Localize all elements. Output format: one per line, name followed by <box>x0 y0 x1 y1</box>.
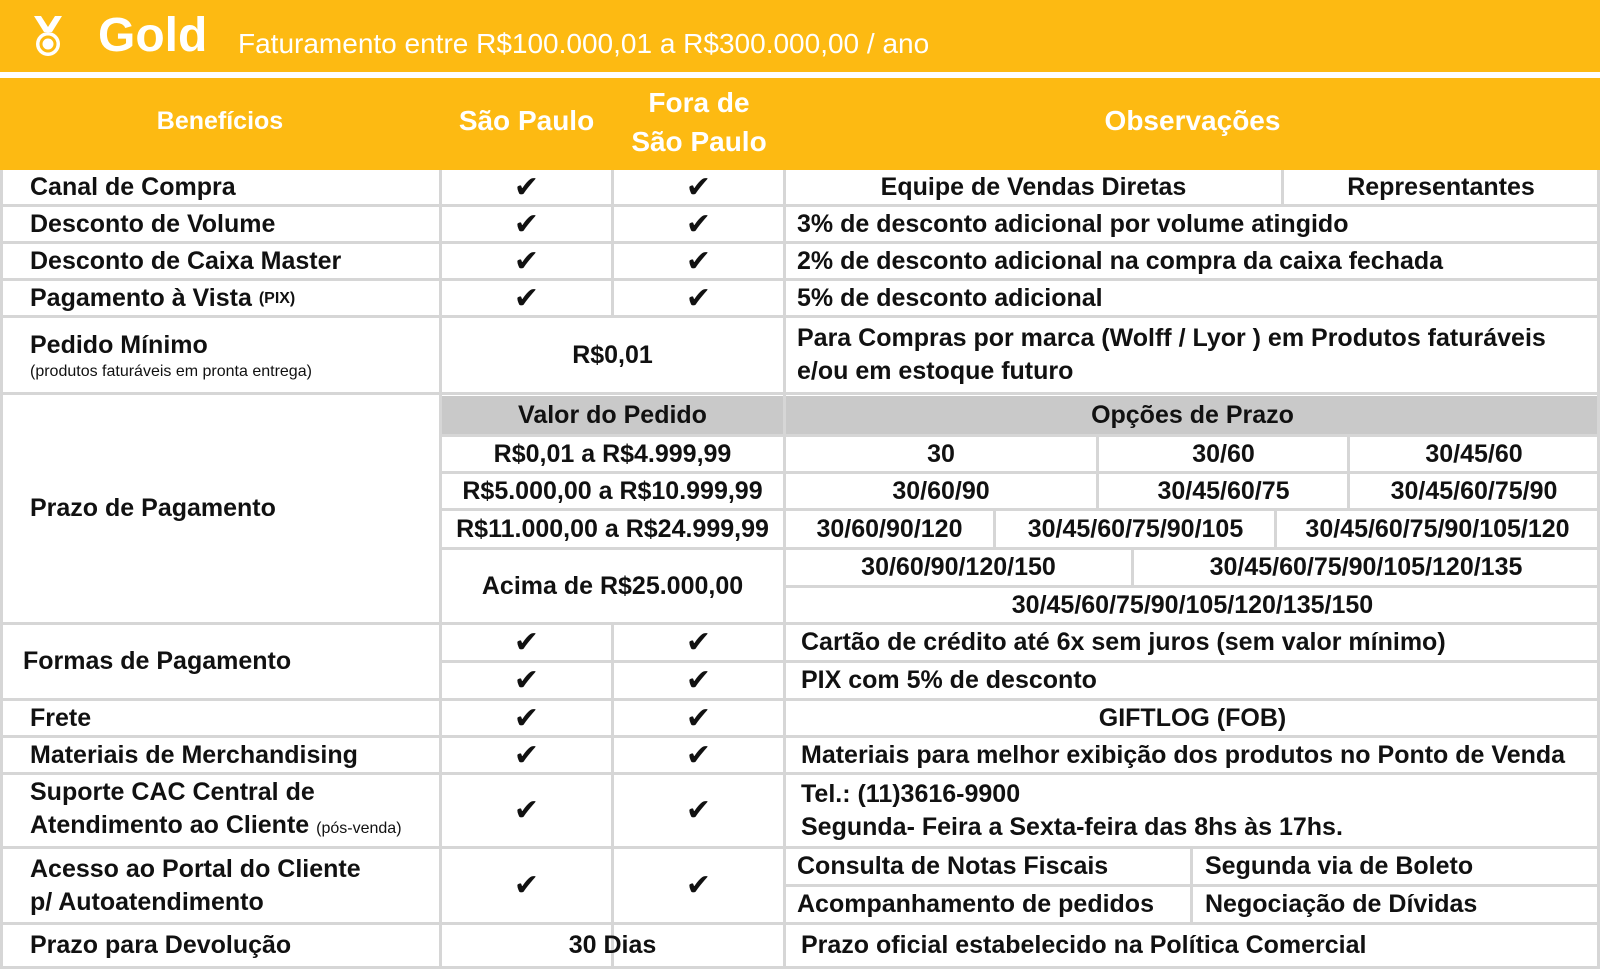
benefits-table <box>0 170 1600 969</box>
check-icon: ✔ <box>513 281 540 315</box>
formas-obs-cartao: Cartão de crédito até 6x sem juros (sem valor mínimo) <box>801 628 1446 656</box>
portal-obs-pedidos: Acompanhamento de pedidos <box>797 890 1154 918</box>
check-icon: ✔ <box>685 170 712 204</box>
canal-obs-vendas: Equipe de Vendas Diretas <box>880 172 1187 201</box>
suporte-sub: (pós-venda) <box>316 820 402 837</box>
prazo-option: 30/60/90/120/150 <box>861 553 1056 581</box>
vista-label: Pagamento à Vista <box>30 283 252 312</box>
portal-obs-notas: Consulta de Notas Fiscais <box>797 852 1109 880</box>
prazo-option: 30/60 <box>1192 439 1255 468</box>
prazo-option: 30/45/60/75/90/105/120/135 <box>1209 553 1523 581</box>
portal-obs-dividas: Negociação de Dívidas <box>1205 890 1478 918</box>
minimo-obs-line1: Para Compras por marca (Wolff / Lyor ) em Produtos faturáveis <box>797 324 1546 352</box>
prazo-option: 30/45/60/75/90/105 <box>1027 514 1244 543</box>
row-label-portal <box>0 849 440 922</box>
minimo-label: Pedido Mínimo <box>30 330 208 359</box>
suporte-label-line2: Atendimento ao Cliente <box>30 811 310 839</box>
row-label-formas: Formas de Pagamento <box>23 647 292 675</box>
merch-obs: Materiais para melhor exibição dos produtos no Ponto de Venda <box>801 740 1566 769</box>
prazo-option: 30/45/60 <box>1425 439 1523 468</box>
tier-banner <box>0 0 1600 72</box>
suporte-obs <box>785 775 1600 846</box>
minimo-obs <box>785 318 1600 392</box>
header-sao-paulo: São Paulo <box>458 105 595 136</box>
canal-obs-representantes: Representantes <box>1347 172 1535 201</box>
row-label-volume: Desconto de Volume <box>30 209 276 238</box>
prazo-option: 30 <box>927 439 955 468</box>
prazo-col-opcoes: Opções de Prazo <box>1091 400 1294 429</box>
check-icon: ✔ <box>513 626 540 659</box>
header-observacoes: Observações <box>1104 105 1281 136</box>
suporte-hours: Segunda- Feira a Sexta-feira das 8hs às 17hs. <box>801 812 1343 841</box>
formas-obs-pix: PIX com 5% de desconto <box>801 666 1097 694</box>
row-label-canal: Canal de Compra <box>30 172 236 201</box>
check-icon: ✔ <box>685 281 712 315</box>
prazo-range: R$11.000,00 a R$24.999,99 <box>456 514 769 543</box>
row-label-caixa: Desconto de Caixa Master <box>30 246 342 275</box>
check-icon: ✔ <box>685 207 712 241</box>
header-fora-line1: Fora de <box>648 87 750 118</box>
prazo-range: R$0,01 a R$4.999,99 <box>493 439 732 468</box>
devolucao-value: 30 Dias <box>568 931 657 959</box>
check-icon: ✔ <box>513 170 540 204</box>
check-icon: ✔ <box>685 626 712 659</box>
devolucao-obs: Prazo oficial estabelecido na Política Comercial <box>801 931 1367 959</box>
row-label-devolucao: Prazo para Devolução <box>30 931 292 959</box>
prazo-col-valor: Valor do Pedido <box>518 400 707 429</box>
check-icon: ✔ <box>513 738 540 772</box>
minimo-sub: (produtos faturáveis em pronta entrega) <box>30 362 312 380</box>
row-label-prazo: Prazo de Pagamento <box>30 494 276 522</box>
vista-obs: 5% de desconto adicional <box>797 283 1103 312</box>
vista-sub: (PIX) <box>258 289 296 307</box>
minimo-obs-line2: e/ou em estoque futuro <box>797 357 1074 385</box>
row-label-minimo <box>0 318 440 392</box>
header-fora-line2: São Paulo <box>631 126 767 157</box>
row-label-merch: Materiais de Merchandising <box>30 740 358 769</box>
suporte-phone: Tel.: (11)3616-9900 <box>801 779 1021 808</box>
prazo-option: 30/60/90/120 <box>816 514 963 543</box>
check-icon: ✔ <box>685 664 712 697</box>
portal-label-line1: Acesso ao Portal do Cliente <box>30 854 361 883</box>
row-label-frete: Frete <box>30 703 92 732</box>
header-beneficios: Benefícios <box>156 107 284 135</box>
volume-obs: 3% de desconto adicional por volume atingido <box>797 209 1349 238</box>
portal-obs-boleto: Segunda via de Boleto <box>1205 852 1474 880</box>
check-icon: ✔ <box>513 664 540 697</box>
row-label-suporte <box>0 775 440 846</box>
portal-label-line2: p/ Autoatendimento <box>30 887 264 916</box>
prazo-range: Acima de R$25.000,00 <box>481 571 744 600</box>
prazo-option: 30/45/60/75 <box>1157 476 1290 505</box>
row-label-vista <box>0 281 440 315</box>
prazo-option: 30/45/60/75/90/105/120 <box>1305 514 1570 543</box>
table-header <box>0 78 1600 170</box>
tier-subtitle: Faturamento entre R$100.000,01 a R$300.000,00 / ano <box>238 28 930 59</box>
minimo-value: R$0,01 <box>572 340 653 369</box>
check-icon: ✔ <box>513 701 540 735</box>
frete-obs: GIFTLOG (FOB) <box>1098 703 1287 732</box>
check-icon: ✔ <box>685 738 712 772</box>
check-icon: ✔ <box>685 701 712 735</box>
check-icon: ✔ <box>513 869 540 902</box>
caixa-obs: 2% de desconto adicional na compra da caixa fechada <box>797 246 1444 275</box>
prazo-option: 30/45/60/75/90/105/120/135/150 <box>1011 590 1374 619</box>
check-icon: ✔ <box>685 244 712 278</box>
check-icon: ✔ <box>513 207 540 241</box>
check-icon: ✔ <box>513 244 540 278</box>
tier-title: Gold <box>98 9 208 62</box>
suporte-label-line1: Suporte CAC Central de <box>30 778 315 806</box>
prazo-option: 30/60/90 <box>892 476 990 505</box>
check-icon: ✔ <box>513 794 540 827</box>
medal-icon <box>30 14 66 60</box>
prazo-range: R$5.000,00 a R$10.999,99 <box>462 476 763 505</box>
check-icon: ✔ <box>685 869 712 902</box>
check-icon: ✔ <box>685 794 712 827</box>
prazo-option: 30/45/60/75/90 <box>1390 476 1558 505</box>
